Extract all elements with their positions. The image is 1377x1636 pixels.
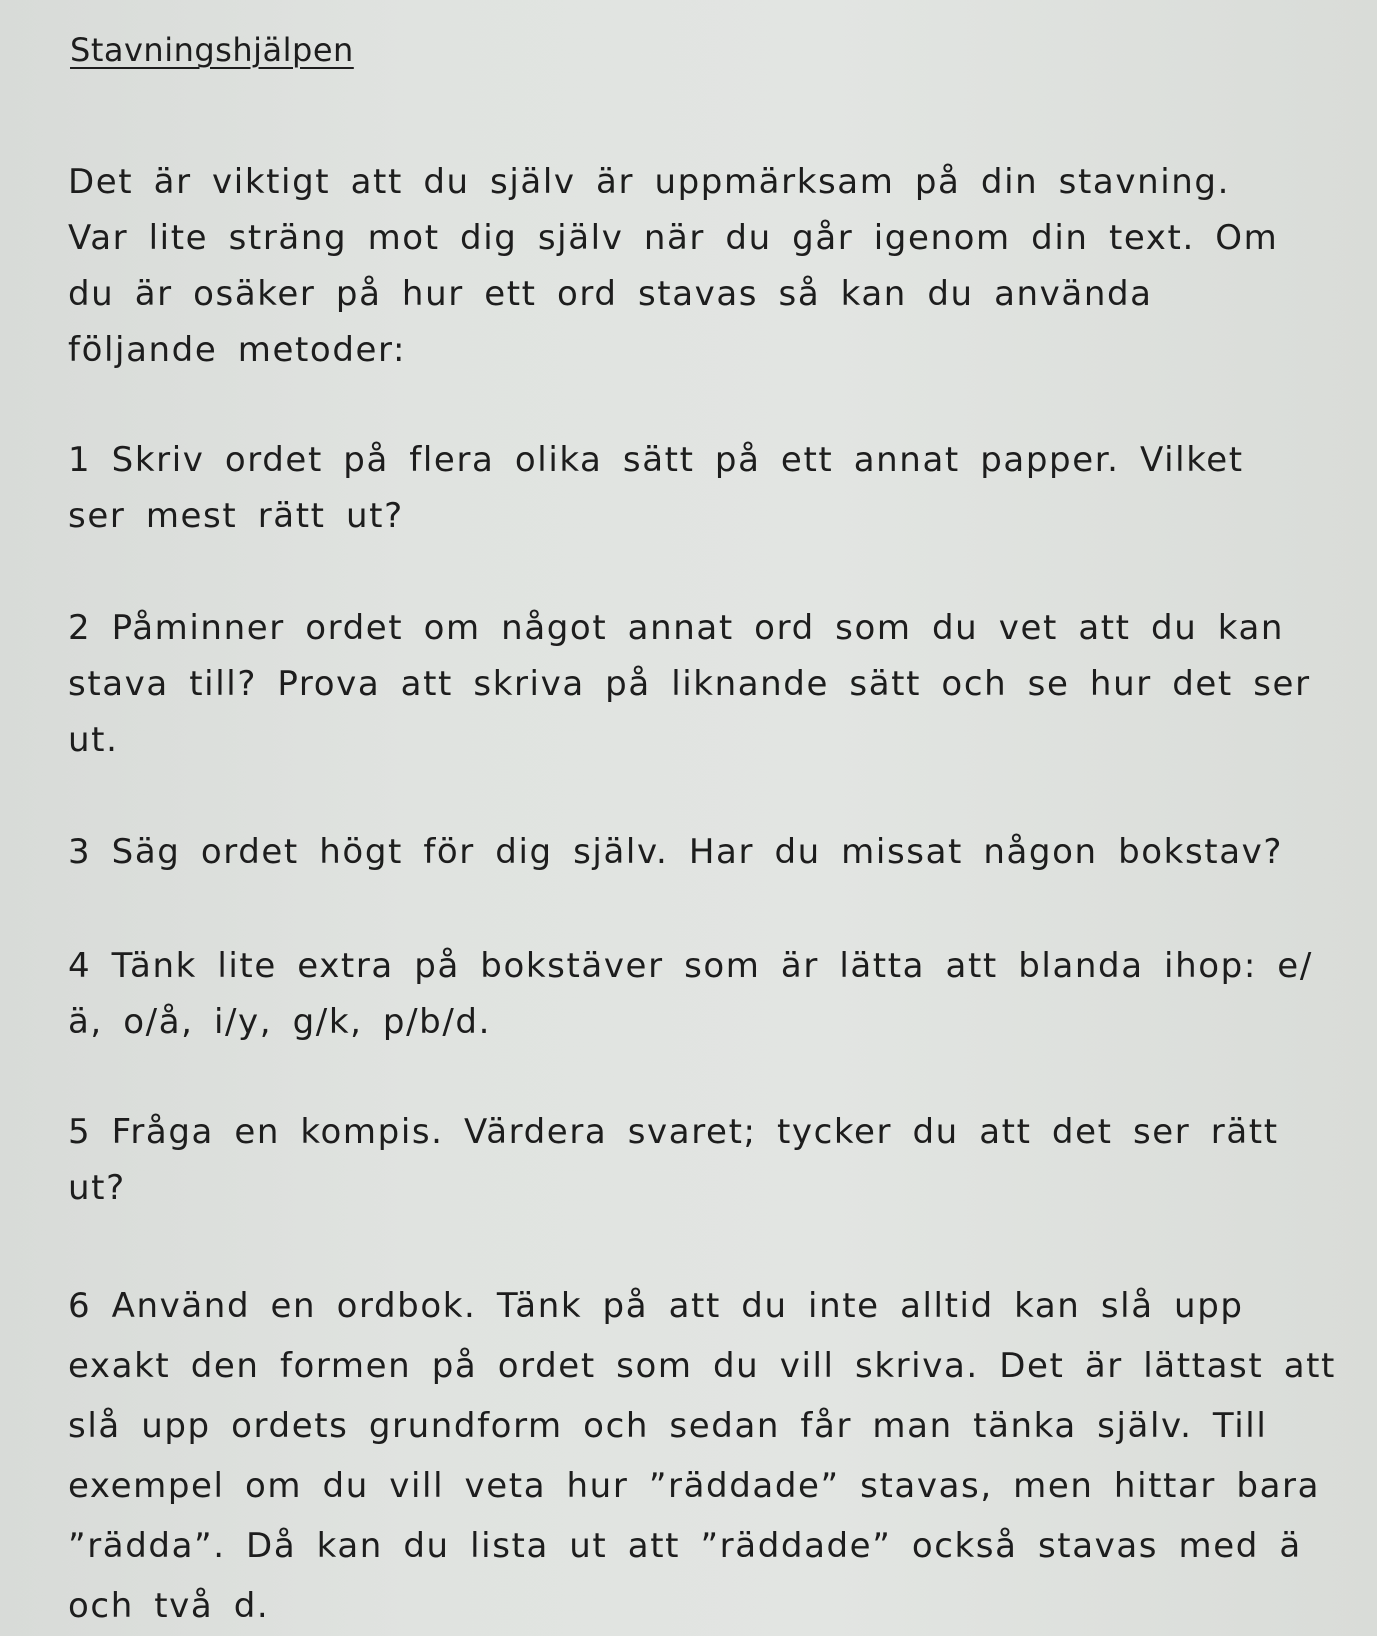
intro-paragraph: Det är viktigt att du själv är uppmärksam på din stavning. Var lite sträng mot dig själv när du går igenom din text. Om du är osäker på hur ett ord stavas så kan du använda följande metoder:	[68, 162, 1279, 370]
method-step-1: 1 Skriv ordet på flera olika sätt på ett annat papper. Vilket ser mest rätt ut?	[68, 440, 1244, 536]
method-step-6: 6 Använd en ordbok. Tänk på att du inte alltid kan slå upp exakt den formen på ordet som du vill skriva. Det är lättast att slå upp ordets grundform och sedan får man tänka själv. Till exempel om du vill veta hur ”räddade” stavas, men hittar bara ”rädda”. Då kan du lista ut att ”räddade” också stavas med ä och två d.	[68, 1286, 1336, 1626]
method-step-2: 2 Påminner ordet om något annat ord som du vet att du kan stava till? Prova att skriva på liknande sätt och se hur det ser ut.	[68, 608, 1311, 760]
method-step-3: 3 Säg ordet högt för dig själv. Har du missat någon bokstav?	[68, 832, 1283, 872]
page-title: Stavningshjälpen	[70, 31, 354, 69]
method-step-5: 5 Fråga en kompis. Värdera svaret; tycker du att det ser rätt ut?	[68, 1112, 1279, 1208]
method-step-4: 4 Tänk lite extra på bokstäver som är lätta att blanda ihop: e/ä, o/å, i/y, g/k, p/b/d.	[68, 946, 1313, 1042]
